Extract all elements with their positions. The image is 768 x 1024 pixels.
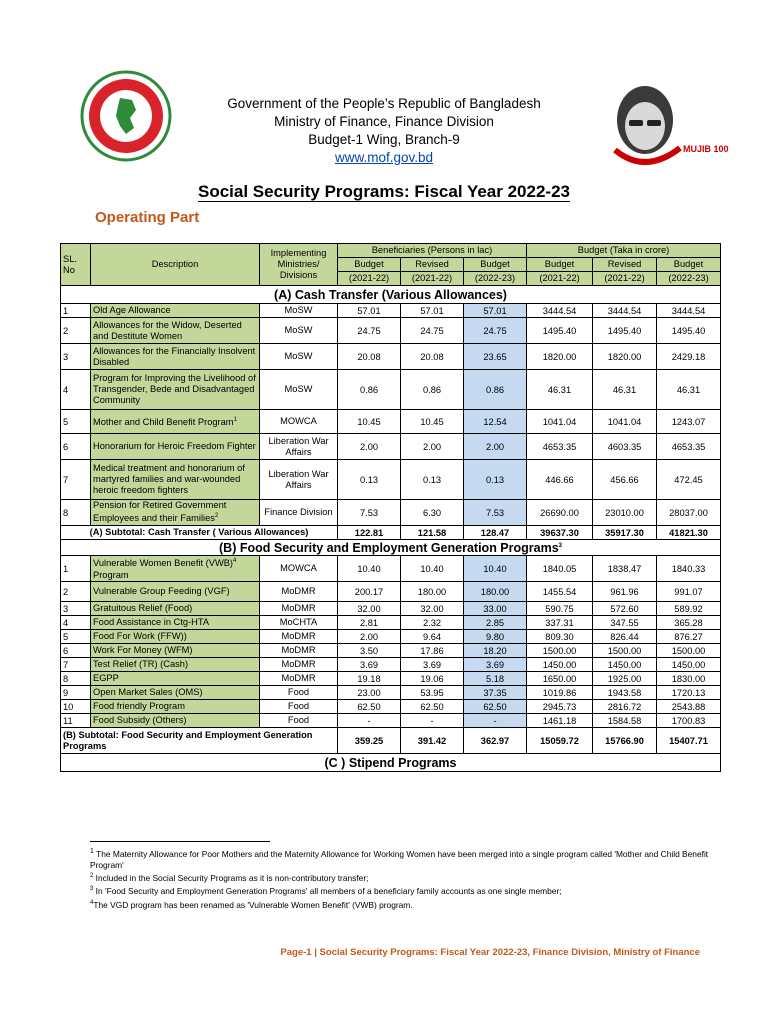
subtotal-t1: 15059.72 (527, 728, 593, 754)
row-ben-budget-next: - (464, 714, 527, 728)
row-tk-budget-next: 1243.07 (657, 410, 721, 434)
row-tk-budget: 1820.00 (527, 344, 593, 370)
row-tk-revised: 1584.58 (593, 714, 657, 728)
row-tk-revised: 23010.00 (593, 500, 657, 526)
row-ben-revised: 180.00 (401, 582, 464, 602)
row-ben-budget: 24.75 (338, 318, 401, 344)
row-sl: 4 (61, 370, 91, 410)
row-ministry: MoDMR (260, 630, 338, 644)
table-row (61, 500, 721, 526)
section-b-heading (61, 540, 721, 556)
document-header (0, 95, 768, 167)
row-tk-budget-next: 472.45 (657, 460, 721, 500)
row-ben-budget-next: 5.18 (464, 672, 527, 686)
row-ministry: Liberation War Affairs (260, 460, 338, 500)
row-ministry: Finance Division (260, 500, 338, 526)
row-description-tail: Program (93, 569, 129, 580)
header-ben-revised: Revised (401, 258, 464, 272)
row-ben-budget: 20.08 (338, 344, 401, 370)
table-row (61, 700, 721, 714)
row-description-text: EGPP (93, 673, 119, 683)
subtotal-t1: 39637.30 (527, 526, 593, 540)
row-description-text: Work For Money (WFM) (93, 645, 193, 655)
row-ben-revised: 0.13 (401, 460, 464, 500)
row-ben-budget-next: 0.86 (464, 370, 527, 410)
header-year: (2021-22) (593, 272, 657, 286)
table-row (61, 556, 721, 582)
row-ben-budget: 57.01 (338, 304, 401, 318)
row-description-text: Pension for Retired Government Employees and their Families (93, 500, 227, 524)
row-ministry: Food (260, 686, 338, 700)
row-sl: 10 (61, 700, 91, 714)
row-sl: 7 (61, 460, 91, 500)
row-tk-budget: 1019.86 (527, 686, 593, 700)
row-tk-revised: 3444.54 (593, 304, 657, 318)
row-tk-budget: 590.75 (527, 602, 593, 616)
subtotal-b2: 121.58 (401, 526, 464, 540)
row-description (91, 460, 260, 500)
row-tk-revised: 456.66 (593, 460, 657, 500)
row-description-text: Food For Work (FFW)) (93, 631, 187, 641)
header-tk-budget: Budget (527, 258, 593, 272)
row-ben-revised: 0.86 (401, 370, 464, 410)
row-ben-budget-next: 24.75 (464, 318, 527, 344)
row-tk-revised: 4603.35 (593, 434, 657, 460)
row-tk-revised: 1820.00 (593, 344, 657, 370)
row-ministry: MoSW (260, 304, 338, 318)
row-sl: 4 (61, 616, 91, 630)
row-description (91, 602, 260, 616)
social-security-table (60, 243, 721, 772)
row-ben-revised: 19.06 (401, 672, 464, 686)
row-ministry: MoDMR (260, 644, 338, 658)
row-ministry: MOWCA (260, 556, 338, 582)
row-description-text: Vulnerable Women Benefit (VWB) (93, 558, 234, 569)
row-description (91, 658, 260, 672)
row-ben-budget-next: 57.01 (464, 304, 527, 318)
row-tk-budget: 337.31 (527, 616, 593, 630)
row-tk-budget: 2945.73 (527, 700, 593, 714)
footnotes (90, 846, 710, 911)
subtotal-row (61, 728, 721, 754)
row-tk-budget-next: 4653.35 (657, 434, 721, 460)
row-ben-budget-next: 2.00 (464, 434, 527, 460)
header-beneficiaries: Beneficiaries (Persons in lac) (338, 244, 527, 258)
row-ministry: MOWCA (260, 410, 338, 434)
row-ben-revised: - (401, 714, 464, 728)
row-tk-revised: 572.60 (593, 602, 657, 616)
table-row (61, 686, 721, 700)
row-ben-budget-next: 12.54 (464, 410, 527, 434)
row-ministry: Food (260, 700, 338, 714)
table-row (61, 658, 721, 672)
header-tk-revised: Revised (593, 258, 657, 272)
table-row (61, 714, 721, 728)
website-link[interactable]: www.mof.gov.bd (334, 150, 434, 165)
row-ben-budget-next: 62.50 (464, 700, 527, 714)
row-ben-budget: 10.45 (338, 410, 401, 434)
row-tk-revised: 1925.00 (593, 672, 657, 686)
row-tk-budget: 4653.35 (527, 434, 593, 460)
footnote-marker: 1 (233, 416, 237, 423)
table-row (61, 582, 721, 602)
row-ben-budget-next: 18.20 (464, 644, 527, 658)
row-description-text: Program for Improving the Livelihood of Transgender, Bede and Disadvantaged Community (93, 373, 256, 405)
row-description-text: Vulnerable Group Feeding (VGF) (93, 586, 230, 596)
header-implementing: Implementing Ministries/ Divisions (260, 244, 338, 286)
row-sl: 8 (61, 500, 91, 526)
row-ben-revised: 17.86 (401, 644, 464, 658)
row-ben-budget: - (338, 714, 401, 728)
header-line-ministry: Ministry of Finance, Finance Division (274, 114, 494, 129)
row-sl: 2 (61, 318, 91, 344)
header-ben-budget-next: Budget (464, 258, 527, 272)
row-ben-budget: 0.86 (338, 370, 401, 410)
row-ministry: MoSW (260, 318, 338, 344)
footnote-1: $^1$ The Maternity Allowance for Poor Mothers and the Maternity Allowance for Working Women have been merged into a single program called 'Mother and Child Benefit Program' (90, 848, 709, 871)
table-row (61, 644, 721, 658)
subtotal-b1: 122.81 (338, 526, 401, 540)
header-description: Description (91, 244, 260, 286)
header-budget-group: Budget (Taka in crore) (527, 244, 721, 258)
table-row (61, 318, 721, 344)
row-ministry: MoDMR (260, 582, 338, 602)
header-year: (2022-23) (464, 272, 527, 286)
row-ben-revised: 10.45 (401, 410, 464, 434)
row-tk-revised: 1041.04 (593, 410, 657, 434)
row-ben-budget: 3.50 (338, 644, 401, 658)
row-tk-budget: 446.66 (527, 460, 593, 500)
section-c-heading: (C ) Stipend Programs (61, 754, 721, 772)
row-tk-budget: 1500.00 (527, 644, 593, 658)
footnote-4: $^4$The VGD program has been renamed as 'Vulnerable Women Benefit' (VWB) program. (90, 899, 413, 910)
row-tk-revised: 1943.58 (593, 686, 657, 700)
row-ben-budget-next: 3.69 (464, 658, 527, 672)
row-ministry: MoSW (260, 370, 338, 410)
row-description (91, 582, 260, 602)
row-ben-budget: 7.53 (338, 500, 401, 526)
row-tk-budget-next: 46.31 (657, 370, 721, 410)
row-description-text: Food Assistance in Ctg-HTA (93, 617, 210, 627)
row-description (91, 616, 260, 630)
row-tk-budget-next: 2429.18 (657, 344, 721, 370)
row-sl: 6 (61, 644, 91, 658)
row-ben-budget: 10.40 (338, 556, 401, 582)
subtotal-row (61, 526, 721, 540)
row-description (91, 556, 260, 582)
row-ben-budget: 2.00 (338, 630, 401, 644)
subtotal-label: (B) Subtotal: Food Security and Employment Generation Programs (61, 728, 338, 754)
row-description (91, 672, 260, 686)
subtotal-label: (A) Subtotal: Cash Transfer ( Various Allowances) (61, 526, 338, 540)
table-row (61, 616, 721, 630)
row-ben-budget-next: 2.85 (464, 616, 527, 630)
row-ben-budget: 62.50 (338, 700, 401, 714)
row-ben-budget-next: 33.00 (464, 602, 527, 616)
row-tk-revised: 1500.00 (593, 644, 657, 658)
row-tk-budget-next: 365.28 (657, 616, 721, 630)
document-title: Social Security Programs: Fiscal Year 2022-23 (197, 182, 570, 201)
row-ben-revised: 3.69 (401, 658, 464, 672)
row-sl: 5 (61, 410, 91, 434)
row-tk-budget-next: 1500.00 (657, 644, 721, 658)
row-ben-budget: 32.00 (338, 602, 401, 616)
row-ben-revised: 9.64 (401, 630, 464, 644)
row-ben-budget: 2.00 (338, 434, 401, 460)
table-row (61, 672, 721, 686)
row-ben-budget: 3.69 (338, 658, 401, 672)
header-year: (2021-22) (338, 272, 401, 286)
header-tk-budget-next: Budget (657, 258, 721, 272)
subtotal-t3: 41821.30 (657, 526, 721, 540)
row-sl: 2 (61, 582, 91, 602)
row-description-text: Test Relief (TR) (Cash) (93, 659, 189, 669)
row-sl: 5 (61, 630, 91, 644)
row-tk-budget: 809.30 (527, 630, 593, 644)
row-ben-revised: 24.75 (401, 318, 464, 344)
row-ministry: MoSW (260, 344, 338, 370)
footnote-marker: 2 (214, 513, 219, 520)
row-tk-budget-next: 3444.54 (657, 304, 721, 318)
row-tk-revised: 347.55 (593, 616, 657, 630)
row-tk-revised: 961.96 (593, 582, 657, 602)
row-sl: 3 (61, 602, 91, 616)
row-tk-budget: 1495.40 (527, 318, 593, 344)
row-tk-budget: 1041.04 (527, 410, 593, 434)
header-line-government: Government of the People’s Republic of Bangladesh (227, 96, 541, 111)
footnote-3: $^3$ In 'Food Security and Employment Generation Programs' all members of a beneficiary family accounts as one single member; (90, 886, 562, 897)
row-description-text: Mother and Child Benefit Program (93, 417, 234, 428)
row-description (91, 644, 260, 658)
row-description-text: Old Age Allowance (93, 305, 171, 315)
row-tk-revised: 1495.40 (593, 318, 657, 344)
row-ministry: Liberation War Affairs (260, 434, 338, 460)
row-description (91, 410, 260, 434)
row-tk-revised: 1450.00 (593, 658, 657, 672)
section-label: Operating Part (95, 209, 200, 226)
row-ben-budget-next: 23.65 (464, 344, 527, 370)
row-description (91, 370, 260, 410)
row-ben-budget-next: 180.00 (464, 582, 527, 602)
subtotal-b1: 359.25 (338, 728, 401, 754)
row-description (91, 714, 260, 728)
row-description (91, 686, 260, 700)
row-description-text: Gratuitous Relief (Food) (93, 603, 193, 613)
header-ben-budget: Budget (338, 258, 401, 272)
row-tk-budget-next: 876.27 (657, 630, 721, 644)
row-description (91, 304, 260, 318)
row-tk-budget: 46.31 (527, 370, 593, 410)
row-ben-budget: 23.00 (338, 686, 401, 700)
row-tk-budget-next: 1720.13 (657, 686, 721, 700)
row-sl: 3 (61, 344, 91, 370)
row-description (91, 434, 260, 460)
row-ben-budget-next: 10.40 (464, 556, 527, 582)
row-ben-revised: 2.00 (401, 434, 464, 460)
row-sl: 7 (61, 658, 91, 672)
footnote-marker: 3 (558, 542, 562, 549)
row-ben-budget-next: 9.80 (464, 630, 527, 644)
row-ben-budget: 200.17 (338, 582, 401, 602)
row-description (91, 630, 260, 644)
row-ben-revised: 32.00 (401, 602, 464, 616)
row-tk-budget-next: 1830.00 (657, 672, 721, 686)
row-tk-budget-next: 1700.83 (657, 714, 721, 728)
row-ben-revised: 2.32 (401, 616, 464, 630)
row-tk-budget-next: 1840.33 (657, 556, 721, 582)
row-description-text: Medical treatment and honorarium of martyred families and war-wounded heroic freedom fighters (93, 463, 245, 495)
row-sl: 1 (61, 304, 91, 318)
row-ben-revised: 57.01 (401, 304, 464, 318)
subtotal-b3: 128.47 (464, 526, 527, 540)
table-row (61, 434, 721, 460)
row-tk-budget-next: 1450.00 (657, 658, 721, 672)
row-ben-budget-next: 7.53 (464, 500, 527, 526)
row-ben-revised: 53.95 (401, 686, 464, 700)
row-sl: 1 (61, 556, 91, 582)
row-ministry: MoDMR (260, 602, 338, 616)
row-sl: 8 (61, 672, 91, 686)
subtotal-t2: 35917.30 (593, 526, 657, 540)
row-ben-revised: 6.30 (401, 500, 464, 526)
footnote-marker: 4 (233, 558, 237, 565)
row-ministry: MoCHTA (260, 616, 338, 630)
row-ministry: MoDMR (260, 658, 338, 672)
row-ministry: Food (260, 714, 338, 728)
row-ben-revised: 10.40 (401, 556, 464, 582)
row-ben-budget-next: 37.35 (464, 686, 527, 700)
row-ministry: MoDMR (260, 672, 338, 686)
row-tk-revised: 2816.72 (593, 700, 657, 714)
table-row (61, 460, 721, 500)
footnote-rule (90, 841, 270, 842)
row-tk-budget-next: 991.07 (657, 582, 721, 602)
header-line-wing: Budget-1 Wing, Branch-9 (308, 132, 460, 147)
row-tk-revised: 826.44 (593, 630, 657, 644)
row-description (91, 500, 260, 526)
row-tk-budget: 3444.54 (527, 304, 593, 318)
section-c-row (61, 754, 721, 772)
row-tk-revised: 46.31 (593, 370, 657, 410)
section-a-heading: (A) Cash Transfer (Various Allowances) (61, 286, 721, 304)
table-row (61, 370, 721, 410)
row-ben-revised: 20.08 (401, 344, 464, 370)
row-tk-budget: 26690.00 (527, 500, 593, 526)
section-b-row (61, 540, 721, 556)
row-ben-budget: 2.81 (338, 616, 401, 630)
row-tk-budget-next: 589.92 (657, 602, 721, 616)
row-tk-budget: 1461.18 (527, 714, 593, 728)
row-tk-revised: 1838.47 (593, 556, 657, 582)
row-tk-budget: 1455.54 (527, 582, 593, 602)
section-b-text: (B) Food Security and Employment Generation Programs (219, 540, 559, 555)
row-description (91, 318, 260, 344)
row-ben-budget: 0.13 (338, 460, 401, 500)
subtotal-t3: 15407.71 (657, 728, 721, 754)
table-row (61, 630, 721, 644)
row-description-text: Allowances for the Financially Insolvent Disabled (93, 345, 256, 367)
page-footer: Page-1 | Social Security Programs: Fiscal Year 2022-23, Finance Division, Ministry of Finance (280, 947, 700, 958)
row-description-text: Food Subsidy (Others) (93, 715, 187, 725)
table-row (61, 304, 721, 318)
row-description-text: Allowances for the Widow, Deserted and Destitute Women (93, 319, 242, 341)
subtotal-t2: 15766.90 (593, 728, 657, 754)
row-tk-budget: 1840.05 (527, 556, 593, 582)
row-description (91, 700, 260, 714)
row-sl: 11 (61, 714, 91, 728)
row-ben-revised: 62.50 (401, 700, 464, 714)
subtotal-b2: 391.42 (401, 728, 464, 754)
subtotal-b3: 362.97 (464, 728, 527, 754)
table-row (61, 602, 721, 616)
row-ben-budget: 19.18 (338, 672, 401, 686)
footnote-2: $^2$ Included in the Social Security Programs as it is non-contributory transfer; (90, 873, 369, 884)
row-description-text: Food friendly Program (93, 701, 185, 711)
row-sl: 6 (61, 434, 91, 460)
header-year: (2022-23) (657, 272, 721, 286)
header-year: (2021-22) (401, 272, 464, 286)
row-description-text: Open Market Sales (OMS) (93, 687, 203, 697)
row-ben-budget-next: 0.13 (464, 460, 527, 500)
row-tk-budget: 1450.00 (527, 658, 593, 672)
table-row (61, 410, 721, 434)
header-sl: SL. No (61, 244, 91, 286)
row-tk-budget-next: 28037.00 (657, 500, 721, 526)
mujib-100-text: MUJIB 100 (683, 144, 729, 154)
row-tk-budget: 1650.00 (527, 672, 593, 686)
table-row (61, 344, 721, 370)
header-year: (2021-22) (527, 272, 593, 286)
row-tk-budget-next: 1495.40 (657, 318, 721, 344)
row-description (91, 344, 260, 370)
row-tk-budget-next: 2543.88 (657, 700, 721, 714)
row-description-text: Honorarium for Heroic Freedom Fighter (93, 441, 256, 451)
row-sl: 9 (61, 686, 91, 700)
